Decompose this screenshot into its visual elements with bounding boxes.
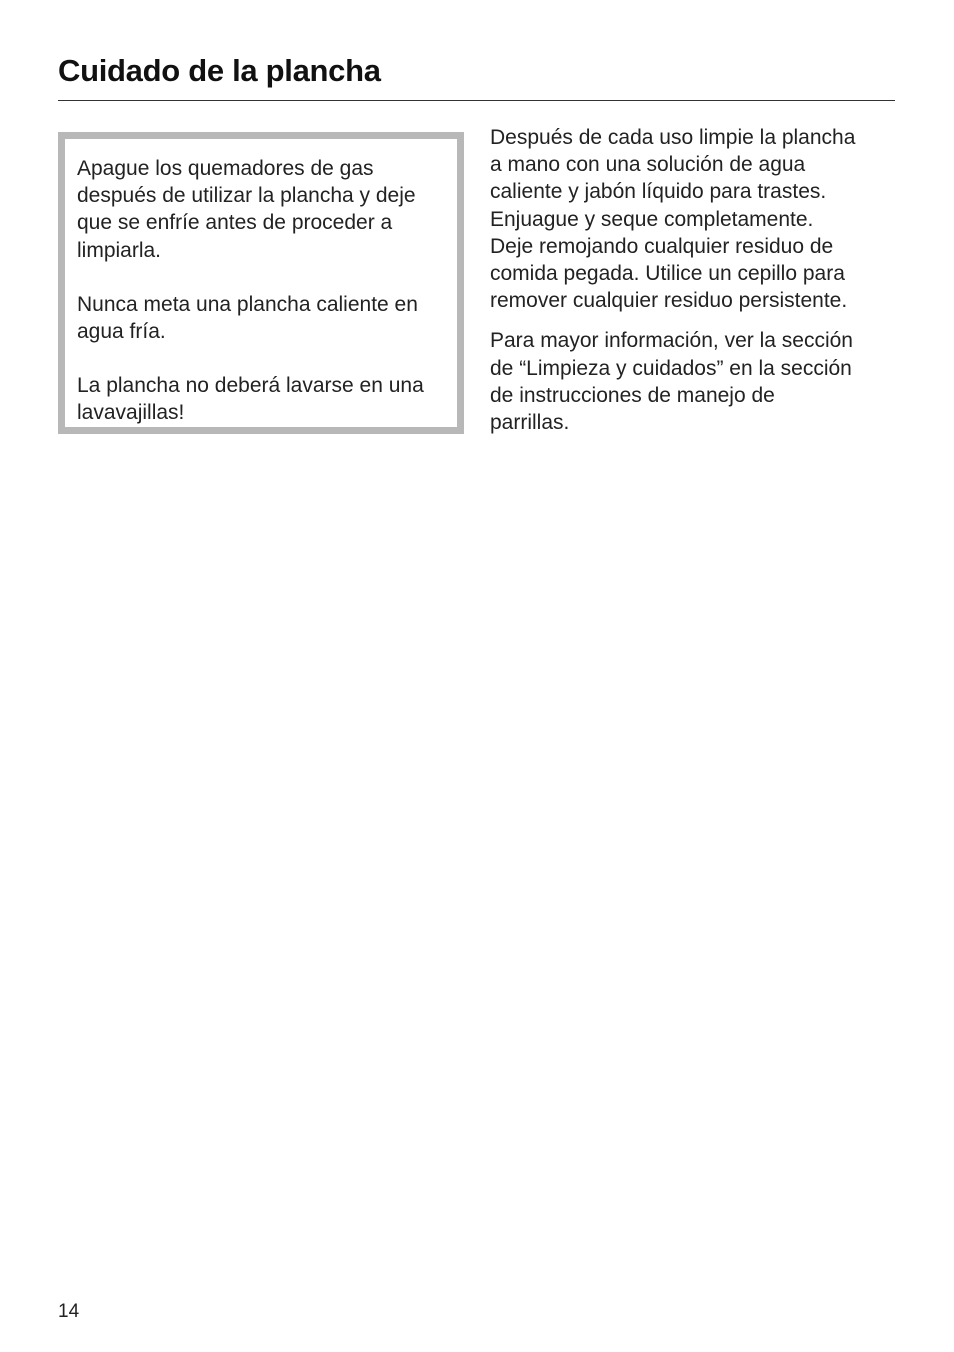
warning-box <box>58 132 464 434</box>
page-number: 14 <box>58 1301 80 1322</box>
page-title: Cuidado de la plancha <box>58 53 381 88</box>
instructions-paragraph: Después de cada uso limpie la plancha a mano con una solución de agua caliente y jabón líquido para trastes. Enjuague y seque completamente. Deje remojando cualquier residuo de comida pegada. Utilice un cepillo para remover cualquier residuo persistente. <box>490 126 856 313</box>
instructions-column <box>490 124 900 449</box>
instructions-paragraph: Para mayor información, ver la sección de “Limpieza y cuidados” en la sección de instrucciones de manejo de parrillas. <box>490 329 853 435</box>
warning-paragraph: Apague los quemadores de gas después de utilizar la plancha y deje que se enfríe antes de proceder a limpiarla. <box>77 157 416 262</box>
title-divider <box>58 100 895 101</box>
warning-paragraph: La plancha no deberá lavarse en una lavavajillas! <box>77 374 424 425</box>
warning-paragraph: Nunca meta una plancha caliente en agua fría. <box>77 292 418 344</box>
